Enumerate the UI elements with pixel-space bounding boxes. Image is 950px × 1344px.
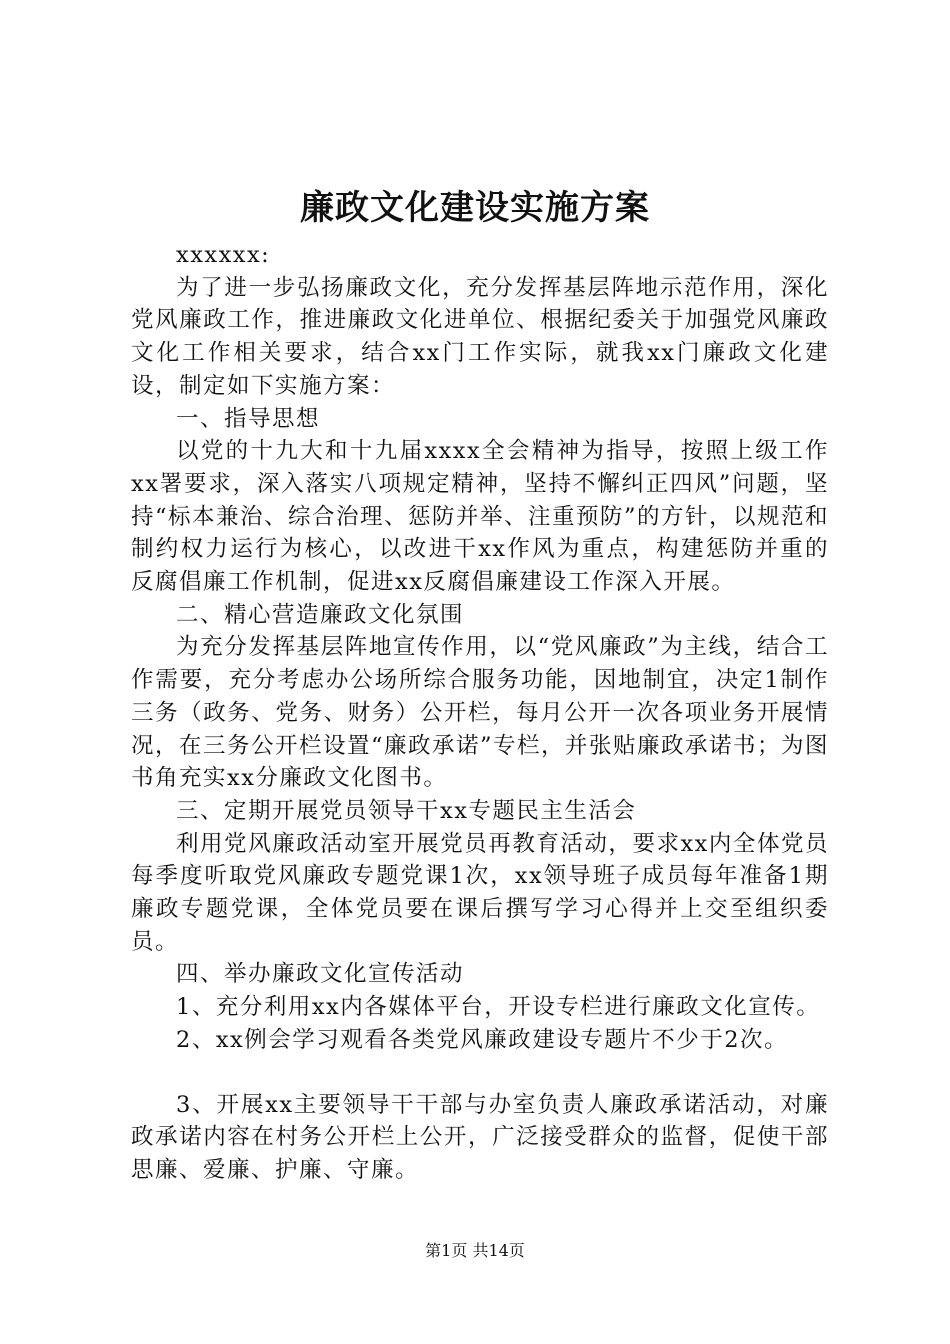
- section-heading-1: 一、指导思想: [176, 405, 321, 432]
- document-title: 廉政文化建设实施方案: [300, 188, 650, 228]
- section-2-paragraph: 为充分发挥基层阵地宣传作用，以“党风廉政”为主线，结合工作需要，充分考虑办公场所综合服务功能，因地制宜，决定1制作三务（政务、党务、财务）公开栏，每月公开一次各项业务开展情况，在三务公开栏设置“廉政承诺”专栏，并张贴廉政承诺书；为图书角充实xx分廉政文化图书。: [131, 634, 830, 792]
- section-1-paragraph: 以党的十九大和十九届xxxx全会精神为指导，按照上级工作xx署要求，深入落实八项规定精神，坚持不懈纠正四风”问题，坚持“标本兼治、综合治理、惩防并举、注重预防”的方针，以规范和制约权力运行为核心，以改进干xx作风为重点，构建惩防并重的反腐倡廉工作机制，促进xx反腐倡廉建设工作深入开展。: [131, 438, 830, 596]
- section-heading-3: 三、定期开展党员领导干xx专题民主生活会: [176, 797, 637, 824]
- intro-paragraph: 为了进一步弘扬廉政文化，充分发挥基层阵地示范作用，深化党风廉政工作，推进廉政文化进单位、根据纪委关于加强党风廉政文化工作相关要求，结合xx门工作实际，就我xx门廉政文化建设，制定如下实施方案：: [131, 274, 829, 399]
- section-4-item-2: 2、xx例会学习观看各类党风廉政建设专题片不少于2次。: [176, 1026, 789, 1053]
- page-footer: 第1页 共14页: [425, 1241, 525, 1260]
- section-4-item-1: 1、充分利用xx内各媒体平台，开设专栏进行廉政文化宣传。: [176, 994, 821, 1021]
- section-heading-2: 二、精心营造廉政文化氛围: [176, 601, 465, 628]
- section-heading-4: 四、举办廉政文化宣传活动: [176, 961, 465, 988]
- salutation: xxxxxx:: [176, 242, 271, 268]
- document-body: [131, 239, 829, 1187]
- section-3-paragraph: 利用党风廉政活动室开展党员再教育活动，要求xx内全体党员每季度听取党风廉政专题党课1次，xx领导班子成员每年准备1期廉政专题党课，全体党员要在课后撰写学习心得并上交至组织委员。: [131, 830, 829, 955]
- section-4-item-3: 3、开展xx主要领导干干部与办室负责人廉政承诺活动，对廉政承诺内容在村务公开栏上公开，广泛接受群众的监督，促使干部思廉、爱廉、护廉、守廉。: [131, 1091, 829, 1183]
